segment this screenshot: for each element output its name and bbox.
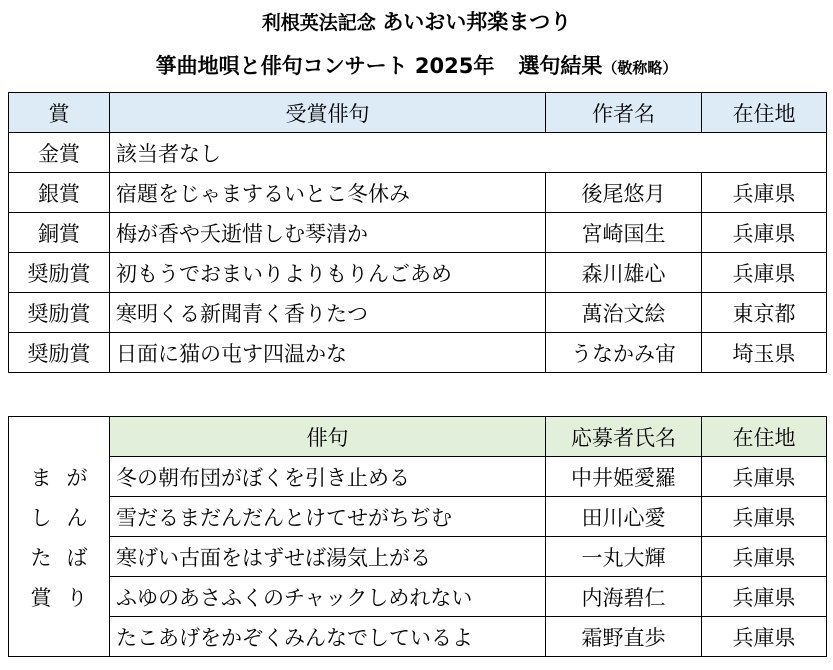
author-cell: 宮崎国生 [546,213,702,253]
results-label: 選句結果 [518,54,603,78]
table-row [9,537,827,577]
award-cell: 奨励賞 [9,293,110,333]
label-char: ば [66,545,88,570]
table-row [9,497,827,537]
haiku-cell: 雪だるまだんだんとけてせがちぢむ [110,497,546,537]
label-char: た [30,545,52,570]
residence-cell: 兵庫県 [702,253,827,293]
residence-cell: 兵庫県 [702,457,827,497]
applicant-cell: 内海碧仁 [546,577,702,617]
event-title [0,8,833,37]
residence-cell: 兵庫県 [702,497,827,537]
haiku-cell: 寒明くる新聞青く香りたつ [110,293,546,333]
haiku-cell: 冬の朝布団がぼくを引き止める [110,457,546,497]
awards-header-row [9,93,827,133]
haiku-cell: 梅が香や夭逝惜しむ琴清か [110,213,546,253]
table-row [9,213,827,253]
applicant-cell: 一丸大輝 [546,537,702,577]
haiku-cell: 該当者なし [110,133,827,173]
label-char: ま [30,465,52,490]
award-cell: 銅賞 [9,213,110,253]
label-char: ん [66,505,88,530]
award-cell: 奨励賞 [9,333,110,373]
table-row [9,173,827,213]
table-row [9,253,827,293]
residence-cell: 東京都 [702,293,827,333]
honorific-note: （敬称略） [602,59,678,77]
haiku-cell: たこあげをかぞくみんなでしているよ [110,617,546,657]
award-cell: 金賞 [9,133,110,173]
applicant-cell: 霜野直歩 [546,617,702,657]
author-column-header: 作者名 [546,93,702,133]
table-row [9,617,827,657]
magashin-award-table [8,416,827,657]
label-char: が [66,465,88,490]
author-cell: 森川雄心 [546,253,702,293]
residence-cell: 埼玉県 [702,333,827,373]
author-cell: うなかみ宙 [546,333,702,373]
magashin-award-label [9,417,110,657]
author-cell: 後尾悠月 [546,173,702,213]
haiku-cell: 日面に猫の屯す四温かな [110,333,546,373]
residence-cell: 兵庫県 [702,537,827,577]
haiku-cell: 寒げい古面をはずせば湯気上がる [110,537,546,577]
label-char: 賞 [30,585,52,610]
results-title [0,50,833,84]
table-row [9,133,827,173]
magashin-header-row [9,417,827,457]
author-cell: 萬治文絵 [546,293,702,333]
applicant-column-header: 応募者氏名 [546,417,702,457]
residence-column-header: 在住地 [702,93,827,133]
table-row [9,333,827,373]
award-column-header: 賞 [9,93,110,133]
label-char: し [30,505,52,530]
haiku-cell: ふゆのあさふくのチャックしめれない [110,577,546,617]
residence-cell: 兵庫県 [702,213,827,253]
table-row [9,577,827,617]
awards-table [8,92,827,373]
applicant-cell: 田川心愛 [546,497,702,537]
concert-name: 箏曲地唄と俳句コンサート 2025年 [155,54,495,78]
haiku-cell: 初もうでおまいりよりもりんごあめ [110,253,546,293]
table-row [9,293,827,333]
applicant-cell: 中井姫愛羅 [546,457,702,497]
residence-cell: 兵庫県 [702,577,827,617]
label-char: り [66,585,88,610]
table-row [9,457,827,497]
haiku-column-header: 受賞俳句 [110,93,546,133]
award-cell: 銀賞 [9,173,110,213]
event-title-main: あいおい邦楽まつり [382,10,572,34]
residence-column-header: 在住地 [702,417,827,457]
event-title-prefix: 利根英法記念 [261,12,383,34]
haiku-cell: 宿題をじゃまするいとこ冬休み [110,173,546,213]
residence-cell: 兵庫県 [702,617,827,657]
residence-cell: 兵庫県 [702,173,827,213]
award-cell: 奨励賞 [9,253,110,293]
haiku-column-header: 俳句 [110,417,546,457]
